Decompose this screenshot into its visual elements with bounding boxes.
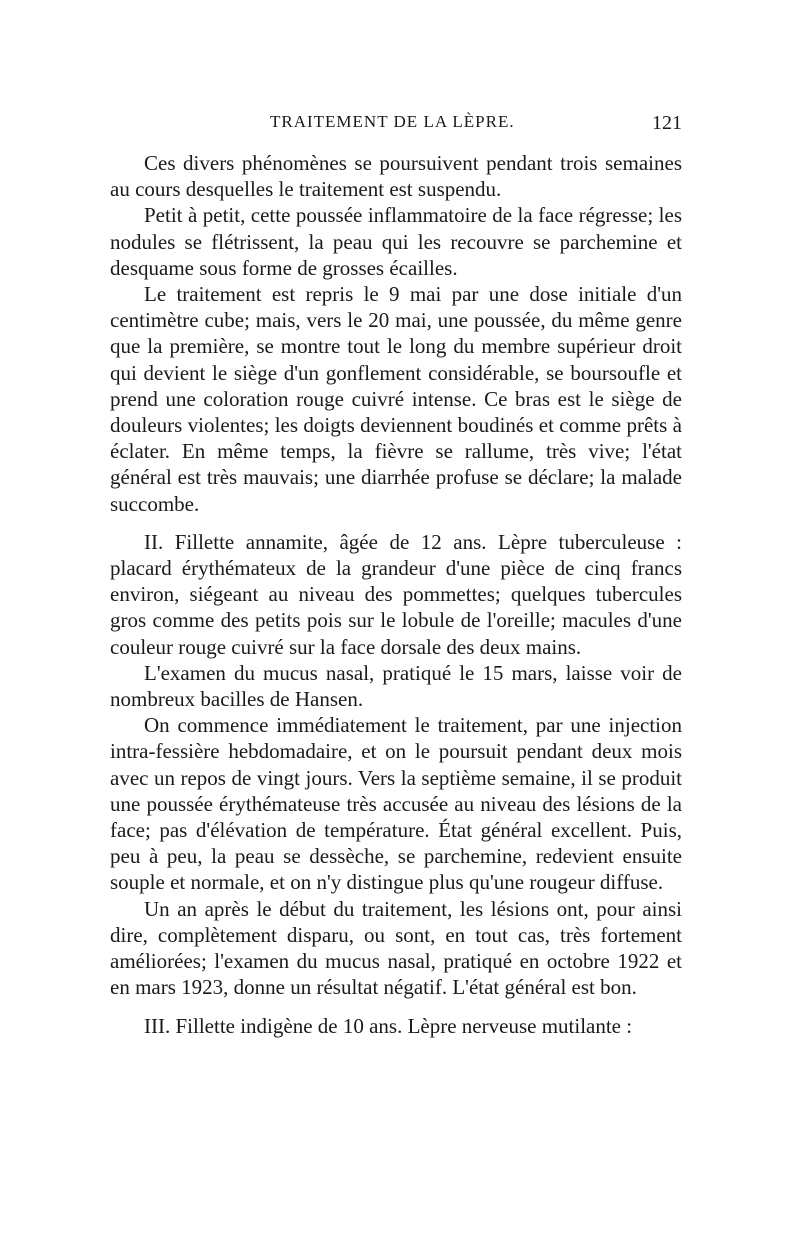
running-title: TRAITEMENT DE LA LÈPRE. [270,112,515,131]
body-text [110,150,682,1039]
paragraph: L'examen du mucus nasal, pratiqué le 15 mars, laisse voir de nombreux bacilles de Hansen. [110,660,682,712]
paragraph: Le traitement est repris le 9 mai par une dose initiale d'un centimètre cube; mais, vers le 20 mai, une poussée, du même genre que la première, se montre tout le long du membre supérieur droit qui devient le siège d'un gonflement considérable, se boursoufle et prend une coloration rouge cuivré intense. Ce bras est le siège de douleurs violentes; les doigts deviennent boudinés et comme prêts à éclater. En même temps, la fièvre se rallume, très vive; l'état général est très mauvais; une diarrhée profuse se déclare; la malade succombe. [110,282,682,516]
paragraph: On commence immédiatement le traitement, par une injection intra-fessière hebdomadaire, et on le poursuit pendant deux mois avec un repos de vingt jours. Vers la septième semaine, il se produit une poussée érythémateuse très accusée au niveau des lésions de la face; pas d'élévation de température. État général excellent. Puis, peu à peu, la peau se dessèche, se parchemine, redevient ensuite souple et normale, et on n'y distingue plus qu'une rougeur diffuse. [110,713,682,895]
paragraph: Ces divers phénomènes se poursuivent pendant trois semaines au cours desquelles le traitement est suspendu. [110,151,682,202]
paragraph: Petit à petit, cette poussée inflammatoire de la face régresse; les nodules se flétrissent, la peau qui les recouvre se parchemine et desquame sous forme de grosses écailles. [110,203,682,280]
page-number: 121 [652,112,682,134]
case-paragraph: II. Fillette annamite, âgée de 12 ans. Lèpre tuberculeuse : placard érythémateux de la grandeur d'une pièce de cinq francs environ, siégeant au niveau des pommettes; quelques tubercules gros comme des petits pois sur le lobule de l'oreille; macules d'une couleur rouge cuivré sur la face dorsale des deux mains. [110,529,682,659]
case-paragraph: III. Fillette indigène de 10 ans. Lèpre nerveuse mutilante : [144,1013,633,1038]
paragraph: Un an après le début du traitement, les lésions ont, pour ainsi dire, complètement disparu, ou sont, en tout cas, très fortement améliorées; l'examen du mucus nasal, pratiqué en octobre 1922 et en mars 1923, donne un résultat négatif. L'état général est bon. [110,896,682,1000]
